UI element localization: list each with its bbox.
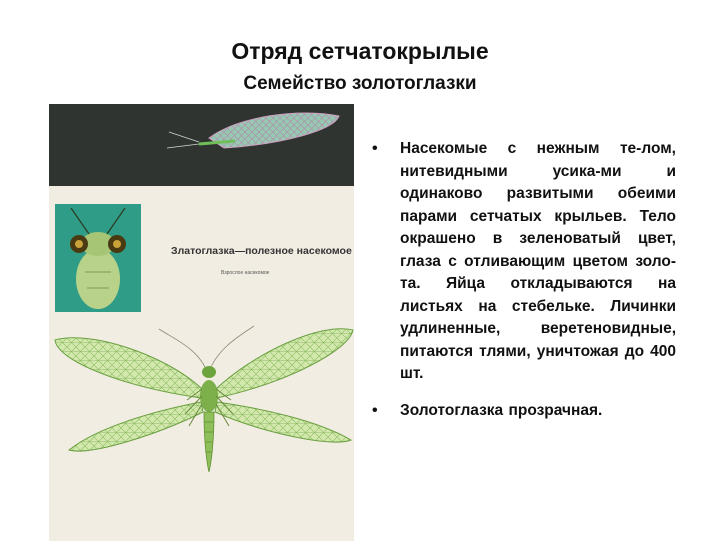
list-item — [372, 138, 676, 386]
head-closeup — [55, 204, 141, 312]
bullet-marker: • — [372, 140, 378, 157]
bullet-text: Насекомые с нежным те-лом, нитевидными усика-ми и одинаково развитыми обеими парами сетчатых крыльев. Тело окрашено в зеленоватый цвет, глаза с отливающим цветом золо-та. Яйца откладываются на листьях на стебельке. Личинки удлиненные, веретеновидные, питаются тлями, уничтожая до 400 шт. — [400, 140, 676, 382]
bullet-list — [372, 138, 676, 436]
bullet-text: Золотоглазка прозрачная. — [400, 401, 603, 419]
slide-subtitle: Семейство золотоглазки — [243, 73, 477, 94]
slide-title: Отряд сетчатокрылые — [231, 38, 489, 64]
lacewing-illustration-svg — [49, 104, 354, 541]
figure-caption-small: Взрослое насекомое — [221, 270, 270, 276]
bullet-marker: • — [372, 401, 378, 419]
lacewing-illustration — [49, 104, 354, 541]
figure-caption: Златоглазка—полезное насекомое — [171, 245, 352, 257]
list-item — [372, 400, 676, 423]
